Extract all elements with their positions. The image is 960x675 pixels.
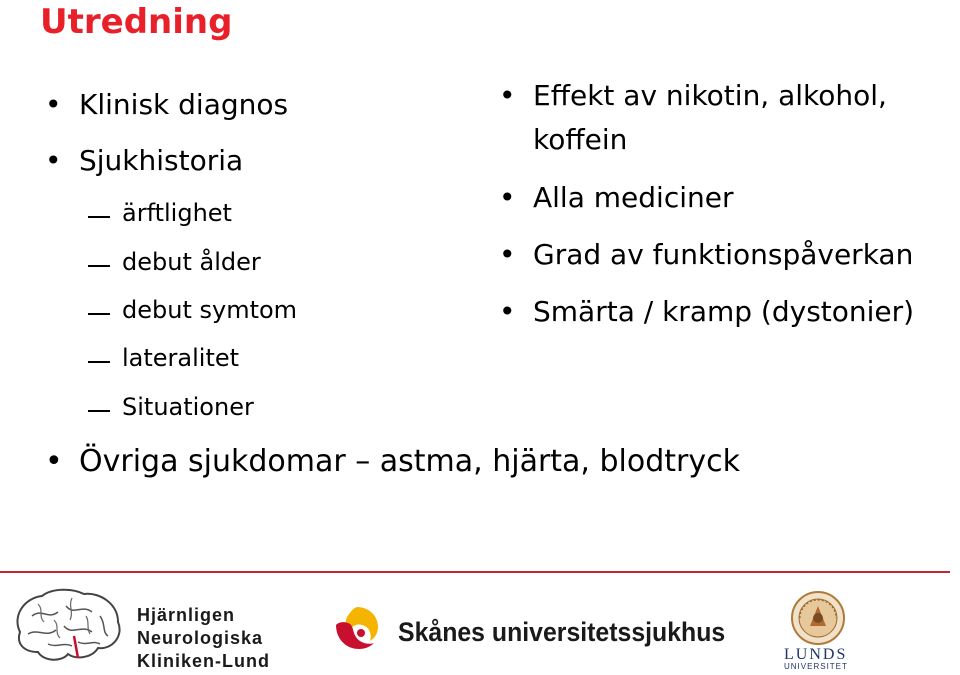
footer-divider xyxy=(0,571,950,573)
hospital-name: Skånes universitetssjukhus xyxy=(398,617,726,647)
bullet-item: • Effekt av nikotin, alkohol, xyxy=(533,82,887,110)
clinic-line: Neurologiska xyxy=(137,628,264,648)
sub-bullet-item: Situationer xyxy=(122,393,254,421)
sub-bullet-item: ärftlighet xyxy=(122,199,232,227)
sub-bullet-item: debut symtom xyxy=(122,296,298,324)
lund-seal-icon xyxy=(790,590,846,646)
sus-logo-icon xyxy=(332,603,382,653)
bullet-item: • Alla mediciner xyxy=(533,184,733,212)
bullet-item: • Smärta / kramp (dystonier) xyxy=(533,298,914,326)
clinic-line: Kliniken-Lund xyxy=(137,651,270,671)
bullet-item: • Grad av funktionspåverkan xyxy=(533,241,913,269)
university-name: LUNDS xyxy=(784,646,848,663)
bullet-item: • Klinisk diagnos xyxy=(79,91,288,119)
clinic-name xyxy=(137,604,270,673)
university-subtitle: UNIVERSITET xyxy=(784,662,848,671)
clinic-line: Hjärnligen xyxy=(137,605,236,625)
slide-title: Utredning xyxy=(40,2,233,42)
sub-bullet-item: debut ålder xyxy=(122,248,261,276)
brain-logo-icon xyxy=(8,586,126,668)
bullet-item: • Sjukhistoria xyxy=(79,147,243,175)
sub-bullet-item: lateralitet xyxy=(122,344,240,372)
bullet-continuation: koffein xyxy=(533,123,628,156)
bullet-item-bottom: • Övriga sjukdomar – astma, hjärta, blodtryck xyxy=(79,447,740,477)
